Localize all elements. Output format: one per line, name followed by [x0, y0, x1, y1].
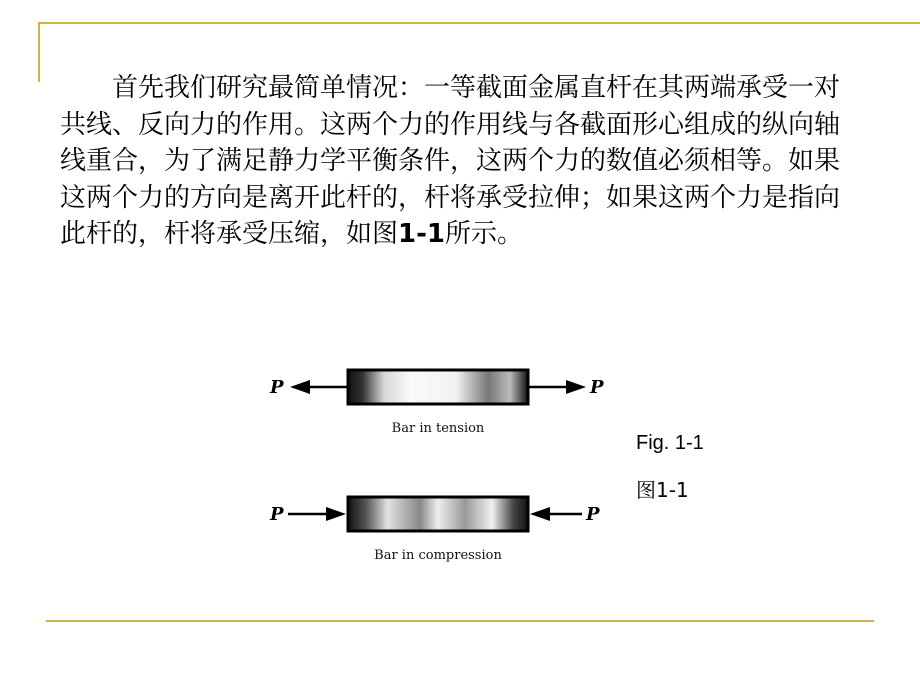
arrow-left-icon	[290, 380, 310, 394]
force-label-left: P	[270, 377, 284, 398]
paragraph-main: 首先我们研究最简单情况：一等截面金属直杆在其两端承受一对共线、反向力的作用。这两个力的作用线与各截面形心组成的纵向轴线重合，为了满足静力学平衡条件，这两个力的数值必须相等。如果这两个力的方向是离开此杆的，杆将承受拉伸；如果这两个力是指向此杆的，杆将承受压缩，如图	[60, 73, 841, 249]
left-rule	[38, 22, 40, 82]
paragraph-end: 所示。	[445, 219, 524, 249]
arrow-right-icon	[566, 380, 586, 394]
bar-tension	[348, 370, 528, 404]
arrow-left-icon	[530, 507, 550, 521]
figure-caption-english: Fig. 1-1	[636, 432, 704, 454]
force-label-left: P	[270, 504, 284, 525]
arrow-right-icon	[326, 507, 346, 521]
compression-caption: Bar in compression	[374, 548, 502, 563]
bar-compression	[348, 497, 528, 531]
figure-reference: 1-1	[398, 219, 445, 249]
force-label-right: P	[586, 504, 600, 525]
tension-caption: Bar in tension	[391, 421, 485, 436]
bottom-rule	[46, 620, 874, 622]
force-label-right: P	[590, 377, 604, 398]
figure-caption-chinese: 图1-1	[636, 478, 689, 502]
body-paragraph	[60, 70, 860, 253]
bar-force-figure	[260, 360, 620, 575]
tension-diagram	[269, 370, 604, 436]
compression-diagram	[269, 497, 600, 563]
top-rule	[40, 22, 920, 24]
